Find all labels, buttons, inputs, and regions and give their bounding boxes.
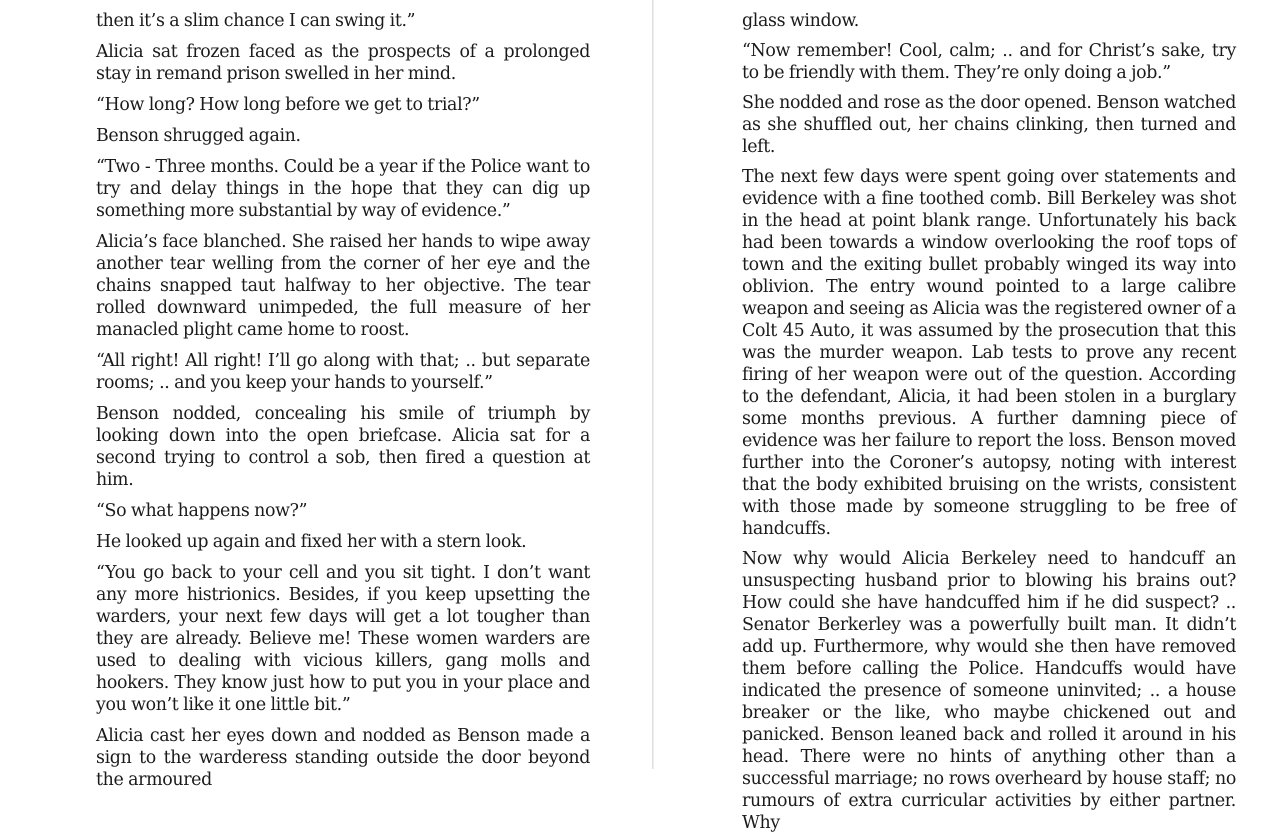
paragraph: then it’s a slim chance I can swing it.” xyxy=(96,11,416,31)
paragraph: “Now remember! Cool, calm; .. and for Christ’s sake, try to be friendly with them. They’re only doing a job.” xyxy=(742,41,1236,83)
paragraph: “Two - Three months. Could be a year if the Police want to try and delay things in the hope that they can dig up something more substantial by way of evidence.” xyxy=(96,157,590,221)
paragraph: She nodded and rose as the door opened. Benson watched as she shuffled out, her chains clinking, then turned and left. xyxy=(742,93,1236,157)
paragraph: Alicia’s face blanched. She raised her hands to wipe away another tear welling from the corner of her eye and the chains snapped taut halfway to her objective. The tear rolled downward unimpeded, the full measure of her manacled plight came home to roost. xyxy=(96,232,590,340)
paragraph: “So what happens now?” xyxy=(96,501,308,521)
paragraph: He looked up again and fixed her with a stern look. xyxy=(96,532,527,552)
paragraph: Benson shrugged again. xyxy=(96,126,301,146)
right-page xyxy=(742,10,1236,833)
paragraph: “You go back to your cell and you sit tight. I don’t want any more histrionics. Besides, if you keep upsetting the warders, your next few days will get a lot tougher than they are already. Believe me! These women warders are used to dealing with vicious killers, gang molls and hookers. They know just how to put you in your place and you won’t like it one little bit.” xyxy=(96,563,590,715)
paragraph: Now why would Alicia Berkeley need to handcuff an unsuspecting husband prior to blowing his brains out? How could she have handcuffed him if he did suspect? .. Senator Berkerley was a powerfully built man. It didn’t add up. Furthermore, why would she then have removed them before calling the Police. Handcuffs would have indicated the presence of someone uninvited; .. a house breaker or the like, who maybe chickened out and panicked. Benson leaned back and rolled it around in his head. There were no hints of anything other than a successful marriage; no rows overheard by house staff; no rumours of extra curricular activities by either partner. Why xyxy=(742,549,1236,833)
left-page xyxy=(96,10,590,790)
paragraph: Alicia cast her eyes down and nodded as Benson made a sign to the warderess standing outside the door beyond the armoured xyxy=(96,726,590,790)
paragraph: “How long? How long before we get to trial?” xyxy=(96,95,480,115)
page-gutter xyxy=(652,0,654,769)
paragraph: Benson nodded, concealing his smile of triumph by looking down into the open briefcase. Alicia sat for a second trying to control a sob, then fired a question at him. xyxy=(96,404,590,490)
paragraph: Alicia sat frozen faced as the prospects of a prolonged stay in remand prison swelled in her mind. xyxy=(96,42,590,84)
paragraph: glass window. xyxy=(742,11,859,31)
paragraph: The next few days were spent going over statements and evidence with a fine toothed comb. Bill Berkeley was shot in the head at point blank range. Unfortunately his back had been towards a window overlooking the roof tops of town and the exiting bullet probably winged its way into oblivion. The entry wound pointed to a large calibre weapon and seeing as Alicia was the registered owner of a Colt 45 Auto, it was assumed by the prosecution that this was the murder weapon. Lab tests to prove any recent firing of her weapon were out of the question. According to the defendant, Alicia, it had been stolen in a burglary some months previous. A further damning piece of evidence was her failure to report the loss. Benson moved further into the Coroner’s autopsy, noting with interest that the body exhibited bruising on the wrists, consistent with those made by someone struggling to be free of handcuffs. xyxy=(742,167,1236,539)
paragraph: “All right! All right! I’ll go along with that; .. but separate rooms; .. and you keep your hands to yourself.” xyxy=(96,351,590,393)
